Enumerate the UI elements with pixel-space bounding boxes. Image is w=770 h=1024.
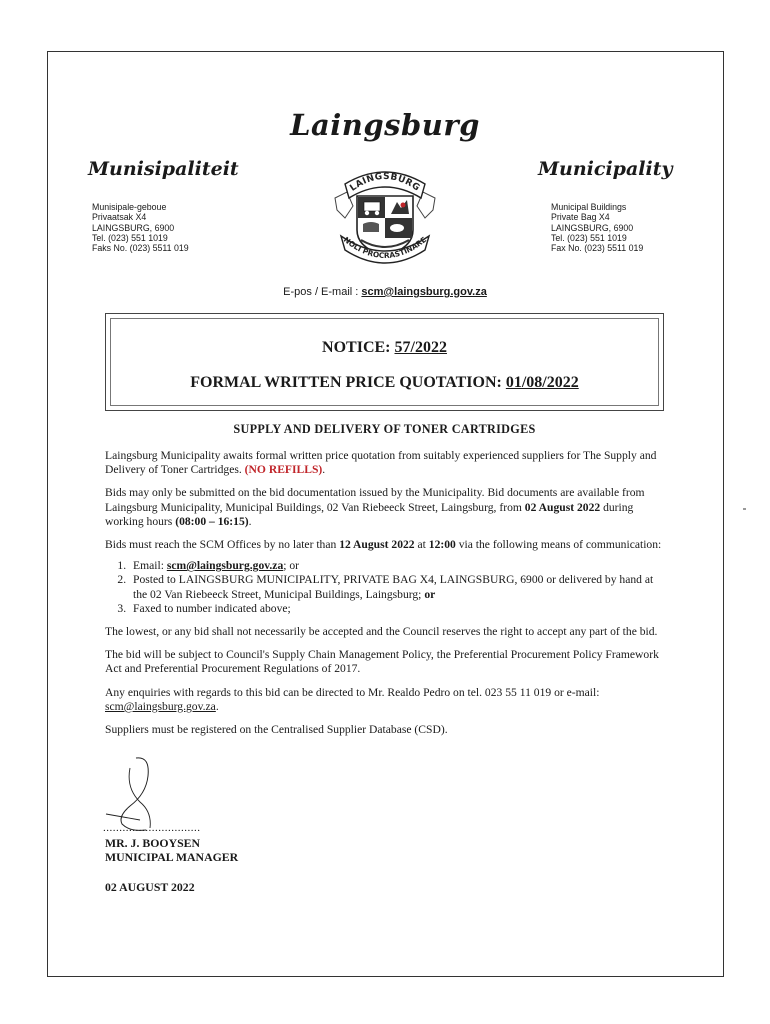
- address-english: [551, 202, 643, 253]
- address-line: Privaatsak X4: [92, 212, 147, 223]
- paragraph-text: Bids must reach the SCM Offices by no later than: [105, 538, 340, 552]
- no-refills-note: (NO REFILLS): [244, 463, 323, 477]
- email-line: [0, 286, 770, 298]
- address-line: LAINGSBURG, 6900: [92, 222, 175, 233]
- scan-speck: [743, 508, 746, 510]
- paragraph-text: .: [322, 463, 326, 477]
- paragraph-policy: The bid will be subject to Council's Supply Chain Management Policy, the Preferential Procurement Policy Framework Act and Preferential Procurement Regulations of 2017.: [105, 648, 659, 676]
- address-line: LAINGSBURG, 6900: [551, 222, 634, 233]
- signature-line: ..............................: [103, 822, 201, 834]
- paragraph-text: during working hours: [105, 500, 634, 528]
- signatory-name: MR. J. BOOYSEN: [105, 836, 201, 850]
- address-line: Fax No. (023) 5511 019: [551, 243, 644, 254]
- municipal-crest-icon: [327, 158, 443, 274]
- notice-label: NOTICE:: [322, 339, 395, 356]
- address-line: Municipal Buildings: [551, 202, 627, 212]
- letterhead-email-link[interactable]: scm@laingsburg.gov.za: [361, 286, 487, 298]
- enquiries-email-link[interactable]: scm@laingsburg.gov.za: [105, 699, 216, 713]
- document-date: 02 AUGUST 2022: [105, 880, 195, 894]
- crest-top-text: LAINGSBURG: [348, 171, 422, 194]
- quotation-number: 01/08/2022: [505, 374, 579, 391]
- address-line: Faks No. (023) 5511 019: [92, 243, 189, 254]
- brand-logo-text: Laingsburg: [290, 108, 480, 142]
- list-item: [129, 602, 665, 616]
- paragraph-documentation: [105, 486, 665, 529]
- notice-subtitle: [105, 374, 664, 392]
- paragraph-enquiries: [105, 686, 665, 714]
- paragraph-acceptance: The lowest, or any bid shall not necessarily be accepted and the Council reserves the right to accept any part of the bid.: [105, 625, 658, 639]
- list-or: or: [424, 587, 436, 601]
- document-heading: SUPPLY AND DELIVERY OF TONER CARTRIDGES: [233, 422, 536, 436]
- list-item: [129, 573, 665, 601]
- crest-motto: NOLI PROCRASTINARE: [341, 235, 429, 261]
- deadline-date: 12 August 2022: [339, 538, 415, 552]
- email-prefix: E-pos / E-mail :: [283, 286, 362, 298]
- signatory-block: [105, 836, 238, 864]
- municipality-name-afrikaans: Munisipaliteit: [88, 158, 239, 180]
- paragraph-text: Any enquiries with regards to this bid can be directed to Mr. Realdo Pedro on tel. 023 55 11 019 or e-mail:: [105, 685, 600, 699]
- list-text: Posted to LAINGSBURG MUNICIPALITY, PRIVATE BAG X4, LAINGSBURG, 6900 or delivered by hand at the 02 Van Riebeeck Street, Municipal Buildings, Laingsburg;: [133, 573, 654, 601]
- working-hours: (08:00 – 16:15): [175, 514, 249, 528]
- municipality-name-english: Municipality: [538, 158, 673, 180]
- deadline-time: 12:00: [428, 538, 456, 552]
- notice-title: [105, 339, 664, 357]
- paragraph-text: via the following means of communication:: [455, 538, 662, 552]
- submission-email-link[interactable]: scm@laingsburg.gov.za: [166, 559, 284, 573]
- paragraph-text: .: [215, 699, 219, 713]
- paragraph-text: Laingsburg Municipality awaits formal written price quotation from suitably experienced suppliers for The Supply and Delivery of Toner Cartridges.: [105, 449, 657, 477]
- address-afrikaans: [92, 202, 189, 253]
- paragraph-deadline: [105, 538, 665, 552]
- list-text: Faxed to number indicated above;: [133, 601, 291, 615]
- paragraph-text: Bids may only be submitted on the bid documentation issued by the Municipality. Bid documents are available from Laingsburg Municipality, Municipal Buildings, 02 Van Riebeeck Street, Laingsburg, from: [105, 486, 645, 514]
- address-line: Tel. (023) 551 1019: [92, 232, 168, 243]
- signatory-title: MUNICIPAL MANAGER: [105, 850, 239, 864]
- paragraph-intro: [105, 449, 665, 477]
- available-date: 02 August 2022: [524, 500, 601, 514]
- list-text: ; or: [283, 559, 300, 573]
- document-body: [105, 449, 665, 746]
- notice-box-inner: [110, 318, 659, 406]
- list-item: [129, 559, 665, 573]
- quotation-label: FORMAL WRITTEN PRICE QUOTATION:: [190, 374, 506, 391]
- address-line: Munisipale-geboue: [92, 202, 167, 212]
- notice-box: [105, 313, 664, 411]
- paragraph-csd: Suppliers must be registered on the Centralised Supplier Database (CSD).: [105, 723, 448, 737]
- list-text: Email:: [133, 559, 167, 573]
- notice-number: 57/2022: [394, 339, 447, 356]
- submission-methods-list: [105, 559, 665, 616]
- address-line: Tel. (023) 551 1019: [551, 232, 627, 243]
- paragraph-text: at: [414, 538, 429, 552]
- address-line: Private Bag X4: [551, 212, 610, 223]
- paragraph-text: .: [248, 514, 252, 528]
